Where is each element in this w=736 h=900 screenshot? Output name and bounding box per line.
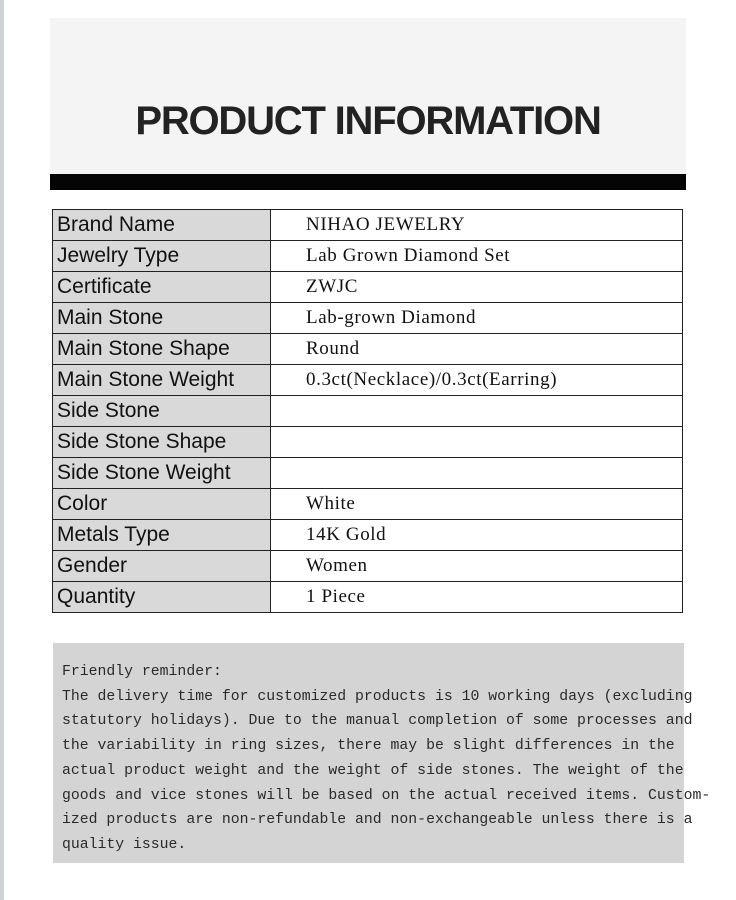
spec-label-side-stone: Side Stone: [53, 396, 271, 427]
reminder-line: ized products are non-refundable and non-exchangeable unless there is a: [62, 812, 693, 829]
product-info-card: [50, 18, 711, 863]
friendly-reminder-box: [53, 643, 711, 863]
spec-value-side-stone-weight: [271, 458, 683, 489]
spec-label-side-stone-weight: Side Stone Weight: [53, 458, 271, 489]
spec-label-main-stone-weight: Main Stone Weight: [53, 365, 271, 396]
reminder-line: actual product weight and the weight of side stones. The weight of the: [62, 762, 684, 779]
table-row: [53, 365, 683, 396]
spec-table: [52, 209, 683, 613]
left-edge-strip: [0, 0, 4, 900]
reminder-line: quality issue.: [62, 836, 187, 853]
table-row: [53, 303, 683, 334]
table-row: [53, 489, 683, 520]
reminder-line: goods and vice stones will be based on the actual received items. Custom-: [62, 787, 711, 804]
reminder-text: [62, 660, 711, 858]
reminder-heading: Friendly reminder:: [62, 664, 222, 680]
spec-label-certificate: Certificate: [53, 272, 271, 303]
spec-label-gender: Gender: [53, 551, 271, 582]
table-row: [53, 520, 683, 551]
spec-value-main-stone-shape: Round: [271, 334, 683, 365]
spec-value-quantity: 1 Piece: [271, 582, 683, 613]
reminder-line: statutory holidays). Due to the manual completion of some processes and: [62, 713, 693, 730]
table-row: [53, 427, 683, 458]
spec-label-metals-type: Metals Type: [53, 520, 271, 551]
reminder-line: the variability in ring sizes, there may be slight differences in the: [62, 738, 675, 755]
spec-label-jewelry-type: Jewelry Type: [53, 241, 271, 272]
reminder-line: The delivery time for customized products is 10 working days (excluding: [62, 688, 693, 705]
spec-value-color: White: [271, 489, 683, 520]
spec-label-main-stone-shape: Main Stone Shape: [53, 334, 271, 365]
table-row: [53, 582, 683, 613]
table-row: [53, 334, 683, 365]
spec-label-color: Color: [53, 489, 271, 520]
spec-value-side-stone-shape: [271, 427, 683, 458]
table-row: [53, 272, 683, 303]
spec-value-certificate: ZWJC: [271, 272, 683, 303]
title-underline-bar: [50, 174, 686, 190]
spec-value-side-stone: [271, 396, 683, 427]
table-row: [53, 551, 683, 582]
spec-label-side-stone-shape: Side Stone Shape: [53, 427, 271, 458]
spec-label-brand-name: Brand Name: [53, 210, 271, 241]
table-row: [53, 241, 683, 272]
spec-label-main-stone: Main Stone: [53, 303, 271, 334]
spec-value-main-stone-weight: 0.3ct(Necklace)/0.3ct(Earring): [271, 365, 683, 396]
table-row: [53, 396, 683, 427]
spec-value-metals-type: 14K Gold: [271, 520, 683, 551]
spec-value-brand-name: NIHAO JEWELRY: [271, 210, 683, 241]
table-row: [53, 458, 683, 489]
spec-value-main-stone: Lab-grown Diamond: [271, 303, 683, 334]
page-title: PRODUCT INFORMATION: [135, 99, 601, 143]
spec-value-gender: Women: [271, 551, 683, 582]
table-row: [53, 210, 683, 241]
spec-label-quantity: Quantity: [53, 582, 271, 613]
spec-value-jewelry-type: Lab Grown Diamond Set: [271, 241, 683, 272]
